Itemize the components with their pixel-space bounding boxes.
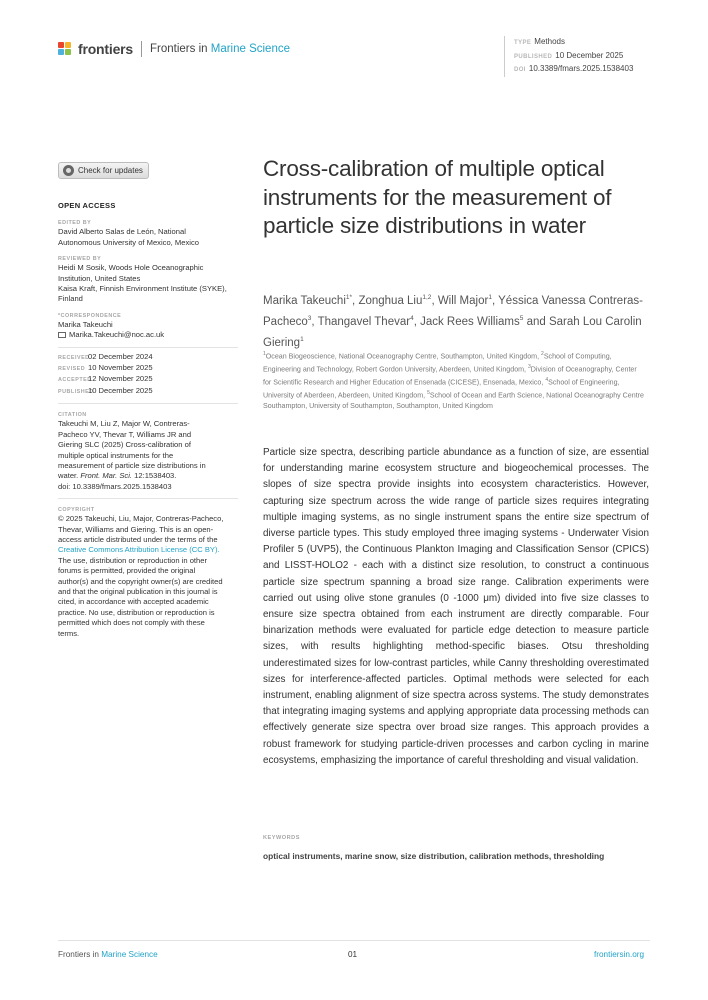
journal-name: Marine Science [210, 43, 290, 55]
author-name: Marika Takeuchi [263, 294, 346, 307]
copyright-label: COPYRIGHT [58, 507, 95, 514]
accepted-label: ACCEPTED [58, 377, 92, 384]
reviewer-2: Kaisa Kraft, Finnish Environment Institute (SYKE), Finland [58, 284, 227, 304]
copyright-terms: The use, distribution or reproduction in other forums is permitted, provided the original author(s) and the copyright owner(s) are credited and that the original publication in this journal is cited, in accordance with accepted academic practice. No use, distribution or reproduction is permitted which does not comply with these terms. [58, 555, 223, 638]
journal-title [150, 43, 290, 55]
author-affiliation-marker: 5 [519, 315, 524, 323]
author-name: Yéssica Vanessa Contreras-Pacheco [263, 294, 644, 329]
type-value: Methods [534, 37, 565, 46]
author-affiliation-marker: 4 [410, 315, 414, 323]
correspondence-name: Marika Takeuchi [58, 319, 113, 329]
affiliation-marker: 2 [541, 351, 544, 357]
affiliation-marker: 5 [427, 389, 430, 396]
frontiers-logo[interactable] [58, 41, 290, 57]
update-check-icon [63, 165, 74, 176]
page-number: 01 [348, 950, 358, 959]
revised-date: 10 November 2025 [88, 363, 153, 373]
footer-journal-name: Marine Science [101, 950, 158, 959]
author[interactable] [318, 316, 414, 328]
article-title: Cross-calibration of multiple optical instruments for the measurement of particle size distributions in water [263, 156, 612, 238]
doi-value[interactable]: 10.3389/fmars.2025.1538403 [528, 64, 634, 73]
citation-volume: 12:1538403. [134, 471, 177, 481]
license-link[interactable]: Creative Commons Attribution License (CC BY). [58, 545, 220, 555]
divider [58, 347, 238, 348]
affiliations [263, 349, 645, 411]
affiliation-marker: 4 [545, 376, 549, 383]
journal-prefix: Frontiers in [150, 43, 208, 55]
frontiers-logo-icon [58, 42, 73, 57]
affiliation-text: School of Ocean and Earth Science, National Oceanography Centre Southampton, University of Southampton, Southampton, United Kingdom [263, 391, 644, 410]
author-affiliation-marker: 3 [307, 315, 312, 323]
affiliation-marker: 3 [528, 363, 531, 370]
correspondence-label: *CORRESPONDENCE [58, 312, 122, 319]
header-divider [141, 41, 142, 57]
author-name: Thangavel Thevar [317, 316, 411, 329]
citation-text [58, 419, 208, 492]
article-meta [504, 36, 633, 77]
check-for-updates-button[interactable] [58, 162, 149, 179]
abstract: Particle size spectra, describing particle abundance as a function of size, are essential for understanding marine ecosystem structure and biogeochemical processes. The slopes of size spectra provide insights into ecosystem characteristics. However, capturing size spectrum across the wide range of particle sizes requires integrating multiple imaging systems, as no single instrument spans the entire size spectrum of diverse particle types. This study employed three imaging systems - Underwater Vision Profiler 5 (UVP5), the Continuous Plankton Imaging and Classification Sensor (CPICS) and LISST-HOLO2 - each with a distinct size resolution, to construct a continuous particle size spectrum spanning a broad size range. Calibration experiments were carried out using olive stone granules (0 -1000 μm) divided into five size classes to ensure size spectra obtained from each instrument are directly comparable. Four binarization methods were evaluated for particle edge detection to measure particle sizes, with results highlighting method-specific biases. Otsu thresholding underestimated sizes for low-contrast particles, while Canny thresholding overestimated sizes for interference-affected particles. Optimal methods were selected for each instrument, enabling alignment of size spectra across systems. The study demonstrates that integrating imaging systems and applying appropriate data processing methods can effectively generate size spectra over broad size ranges. This approach provides a robust framework for studying particle-driven processes and carbon cycling in marine ecosystems, emphasizing the importance of careful thresholding and visual validation. [263, 447, 649, 766]
divider [58, 498, 238, 499]
citation-journal: Front. Mar. Sci. [80, 471, 133, 481]
accepted-row [58, 374, 238, 385]
article-sidebar [58, 201, 238, 639]
received-row [58, 352, 238, 363]
author-name: Will Major [437, 294, 489, 307]
citation-body: Takeuchi M, Liu Z, Major W, Contreras-Pacheco YV, Thevar T, Williams JR and Giering SLC (2025) Cross-calibration of multiple optical instruments for the measurement of particle size distributions in water. [58, 419, 206, 481]
copyright-body: © 2025 Takeuchi, Liu, Major, Contreras-Pacheco, Thevar, Williams and Giering. This is an open-access article distributed under the terms of the [58, 514, 224, 544]
affiliation-text: School of Computing, Engineering and Technology, Robert Gordon University, Aberdeen, United Kingdom, [263, 352, 612, 374]
author-affiliation-marker: 1 [300, 336, 304, 344]
citation-label: CITATION [58, 412, 87, 419]
divider [58, 403, 238, 404]
revised-row [58, 363, 238, 374]
copyright-text [58, 514, 226, 639]
author-list: Marika Takeuchi$^{1*}$, Zonghua Liu$^{1,2}$, Will Major$^1$, Yéssica Vanessa Contreras-Pacheco$^3$, Thangavel Thevar$^4$, Jack Rees Williams$^5$ and Sarah Lou Carolin Giering$^1$ [263, 294, 644, 350]
edited-by-label: EDITED BY [58, 220, 92, 227]
reviewer-1: Heidi M Sosik, Woods Hole Oceanographic Institution, United States [58, 263, 204, 283]
correspondence-email-row[interactable] [58, 330, 238, 340]
affiliation-text: Division of Oceanography, Center for Scientific Research and Higher Education of Ensenada (CICESE), Ensenada, Mexico, [263, 365, 637, 387]
revised-label: REVISED [58, 366, 86, 373]
received-date: 02 December 2024 [88, 351, 153, 361]
published-row [58, 386, 238, 397]
author-name: Jack Rees Williams [420, 316, 520, 329]
check-updates-label: Check for updates [78, 166, 143, 175]
keywords: optical instruments, marine snow, size distribution, calibration methods, thresholding [263, 851, 605, 861]
open-access-label: OPEN ACCESS [58, 201, 116, 210]
reviewed-by-label: REVIEWED BY [58, 256, 102, 263]
author-affiliation-marker: 1,2 [422, 294, 432, 301]
editor: David Alberto Salas de León, National Autonomous University of Mexico, Mexico [58, 227, 199, 247]
footer-site-link[interactable]: frontiersin.org [594, 950, 645, 959]
author-name: Zonghua Liu [358, 294, 423, 307]
mail-icon [58, 332, 66, 338]
affiliation-text: School of Engineering, University of Aberdeen, Aberdeen, United Kingdom, [263, 378, 620, 400]
author[interactable] [358, 295, 431, 307]
published-value: 10 December 2025 [555, 50, 624, 60]
affiliation-text: Ocean Biogeoscience, National Oceanography Centre, Southampton, United Kingdom, [265, 352, 540, 361]
citation-doi[interactable]: doi: 10.3389/fmars.2025.1538403 [58, 481, 172, 491]
published-label: PUBLISHED [58, 388, 94, 395]
correspondence-email[interactable]: Marika.Takeuchi@noc.ac.uk [69, 330, 165, 340]
author-affiliation-marker: 1 [488, 294, 492, 301]
footer-journal[interactable] [58, 950, 158, 959]
footer-divider [58, 940, 650, 941]
author-name: Sarah Lou Carolin Giering [263, 316, 642, 350]
published-label: PUBLISHED [514, 53, 553, 60]
doi-label: DOI [514, 67, 526, 73]
published-date: 10 December 2025 [88, 385, 153, 395]
author[interactable] [438, 295, 492, 307]
author[interactable] [420, 316, 523, 328]
accepted-date: 12 November 2025 [88, 374, 153, 384]
author[interactable] [263, 295, 352, 307]
affiliation-marker: 1 [263, 351, 266, 357]
received-label: RECEIVED [58, 354, 90, 361]
author-affiliation-marker: 1* [345, 294, 353, 301]
brand-name: frontiers [78, 41, 133, 57]
footer-journal-prefix: Frontiers in [58, 950, 99, 959]
type-label: TYPE [514, 40, 532, 46]
keywords-label: KEYWORDS [263, 835, 300, 841]
